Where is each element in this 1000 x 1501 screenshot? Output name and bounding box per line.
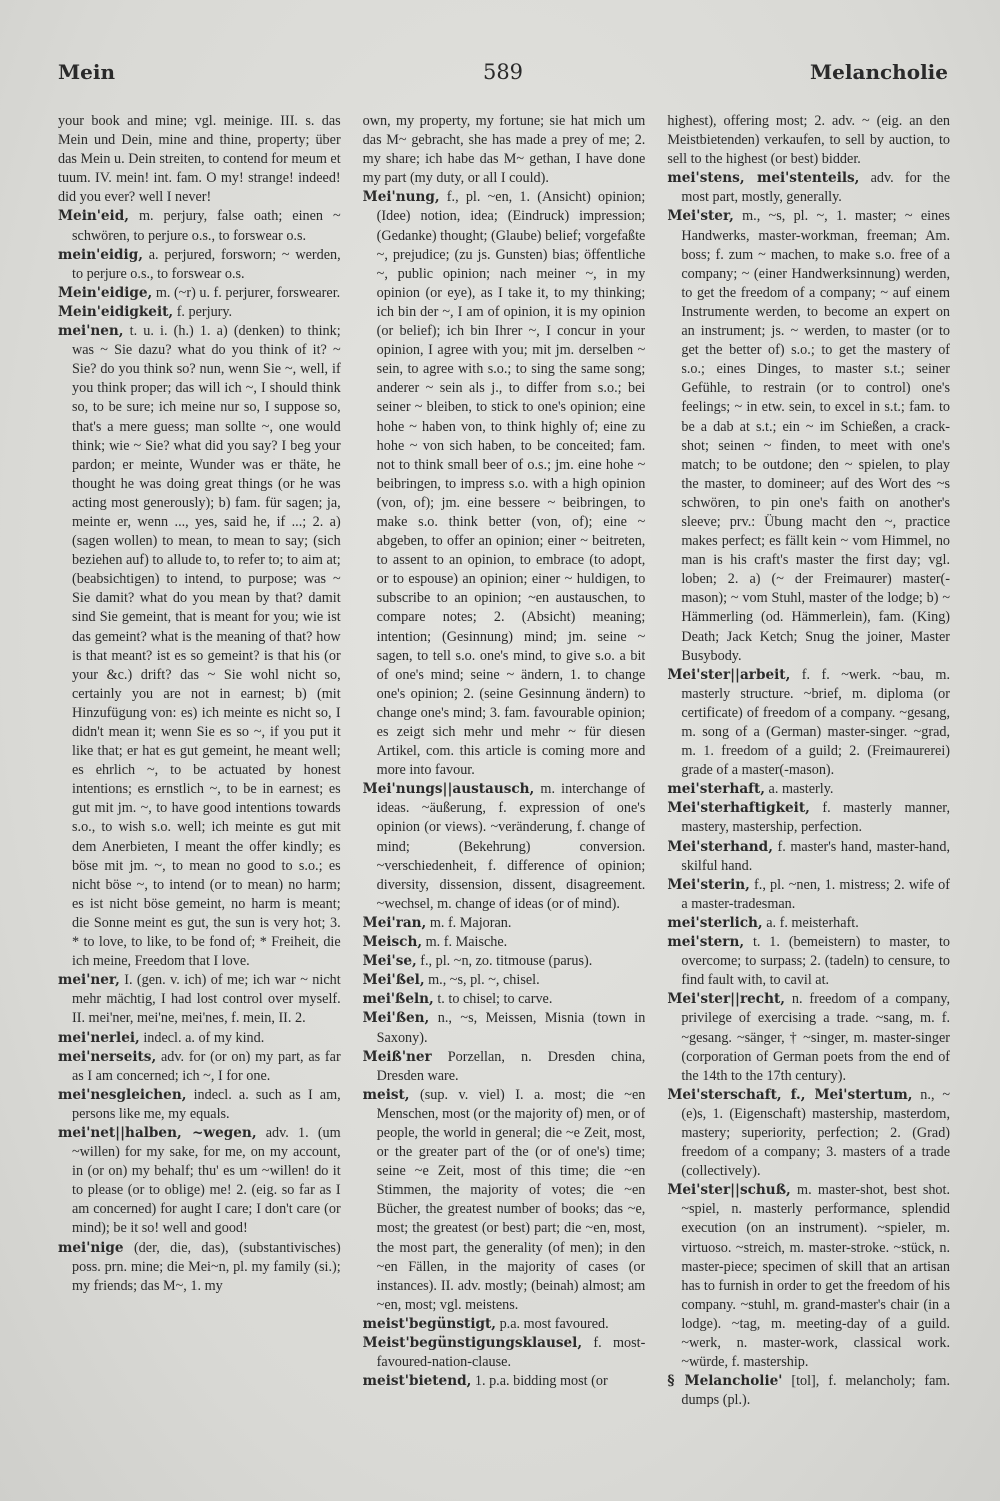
dictionary-entry	[667, 799, 950, 837]
dictionary-entry	[667, 838, 950, 876]
entry-headword: mei'stens, mei'stenteils,	[667, 170, 860, 187]
dictionary-entry	[667, 933, 950, 990]
column-middle	[363, 112, 646, 1442]
entry-headword: Mei'nung,	[362, 189, 440, 206]
entry-definition: f. perjury.	[173, 303, 233, 320]
entry-definition: m. perjury, false oath; einen ~ schwören, to perjure o.s., to forswear o.s.	[72, 208, 341, 244]
dictionary-entry	[667, 914, 950, 933]
entry-headword: Mei'ster||schuß,	[667, 1182, 791, 1199]
dictionary-entry	[667, 666, 950, 781]
column-right	[667, 112, 950, 1442]
dictionary-entry	[363, 933, 646, 952]
entry-definition: f., pl. ~en, 1. (Ansicht) opinion; (Idee) notion, idea; (Eindruck) impression; (Gedanke) thought; (Glaube) belief; vorgefaßte ~, prejudice; (zu js. Gunsten) bias; öffentliche ~, public opinion; nach meiner ~, in my opinion (or eye), as I take it, to my thinking; ich bin der ~, I am of opinion, it is my opinion (or belief); ich bin Ihrer ~, I concur in your opinion, I agree with you; mit jm. derselben ~ sein, to agree with s.o.; to sing the same song; anderer ~ sein als j., to differ from s.o.; bei seiner ~ bleiben, to stick to one's opinion; eine hohe ~ haben von, to think highly of; eine zu hohe ~ von sich haben, to be conceited; fam. not to think small beer of o.s.; jm. eine hohe ~ beibringen, to impress s.o. with a high opinion (von, of); jm. eine bessere ~ beibringen, to make s.o. think better (von, of); eine ~ abgeben, to offer an opinion; einer ~ beitreten, to assent to an opinion, to embrace (to adopt, or to espouse) an opinion; einer ~ huldigen, to subscribe to an opinion; ~en austauschen, to compare notes; 2. (Absicht) meaning; intention; (Gesinnung) mind; jm. seine ~ sagen, to tell s.o. one's mind, to give s.o. a bit of one's mind; seine ~ ändern, 1. to change one's opinion; 2. (seine Gesinnung ändern) to change one's mind; 3. fam. favourable opinion; es zeigt sich mehr und mehr ~ für diesen Artikel, com. this article is coming more and more into favour.	[376, 189, 646, 779]
entry-headword: meist'bietend,	[362, 1373, 472, 1390]
entry-headword: mei'net||halben, ~wegen,	[58, 1124, 257, 1141]
entry-headword: mei'nerseits,	[58, 1048, 157, 1065]
entry-headword: Mein'eidige,	[58, 284, 153, 301]
entry-headword: meist'begünstigt,	[362, 1315, 497, 1332]
running-head	[58, 60, 948, 100]
entry-definition: f. masterly manner, mastery, mastership, perfection.	[681, 800, 951, 836]
dictionary-entry	[363, 1048, 646, 1086]
entry-definition: m. f. Majoran.	[426, 914, 512, 931]
entry-headword: Mei'ster,	[667, 208, 734, 225]
entry-definition: a. perjured, forsworn; ~ werden, to perjure o.s., to forswear o.s.	[72, 246, 341, 282]
column-left	[58, 112, 341, 1442]
dictionary-entry	[363, 112, 646, 188]
entry-definition: Porzellan, n. Dresden china, Dresden ware.	[376, 1048, 646, 1084]
dictionary-entry	[58, 284, 341, 303]
entry-headword: mei'ßeln,	[362, 991, 434, 1008]
entry-headword: mei'stern,	[667, 934, 745, 951]
page-number: 589	[482, 60, 524, 84]
entry-definition: m., ~s, pl. ~, chisel.	[424, 972, 540, 989]
entry-headword: Meisch,	[362, 934, 423, 951]
dictionary-entry	[58, 1086, 341, 1124]
entry-headword: Mei'sterin,	[667, 876, 750, 893]
entry-definition: m. master-shot, best shot. ~spiel, n. masterly performance, splendid execution (on an instrument). ~spieler, m. virtuoso. ~streich, m. master-stroke. ~stück, n. master-piece; specimen of skill that an artisan has to furnish in order to get the freedom of his company. ~stuhl, m. grand-master's chair (in a lodge). ~tag, m. meeting-day of a guild. ~werk, n. master-work, classical work. ~würde, f. mastership.	[681, 1182, 951, 1371]
entry-definition: t. u. i. (h.) 1. a) (denken) to think; was ~ Sie dazu? what do you think of it? ~ Sie? do you think so? nun, wenn Sie ~, well, if you think proper; das will ich ~, I should think so, to be sure; ich meine nur so, I suppose so, that's a mere guess; man sollte ~, one would think; wie ~ Sie? what did you say? I beg your pardon; er meinte, Wunder was er thäte, he thought he was doing great things (or he was acting most generously); b) fam. für sagen; ja, meinte er, wenn ..., yes, said he, if ...; 2. a) (sagen wollen) to mean, to mean to say; (sich beziehen auf) to allude to, to refer to; to aim at; (beabsichtigen) to intend, to purpose; was ~ Sie damit? what do you mean by that? damit sind Sie gemeint, that is meant for you; wie ist das gemeint? what is the meaning of that? how is that meant? ist es so gemeint? is that his (or your &c.) drift? das ~ Sie wohl nicht so, certainly you are not in earnest; b) (mit Hinzufügung von: es) ich meinte es nicht so, I didn't mean it; wenn Sie es so ~, if you put it like that; er hat es gut gemeint, he meant well; es ehrlich ~, to be actuated by honest intentions; es ernstlich ~, to be in earnest; es gut mit jm. ~, to have good intentions towards s.o., to wish s.o. well; ich meinte es gut mit dem Anerbieten, I meant the offer kindly; es böse mit jm. ~, to mean no good to s.o.; es nicht böse ~, to intend (or to mean) no harm; es ist nicht böse gemeint, no harm is meant; die Sonne meint es gut, the sun is very hot; 3. * to love, to like, to be fond of; * Freiheit, die ich meine, Freedom that I love.	[72, 323, 341, 970]
dictionary-entry	[667, 780, 950, 799]
dictionary-entry	[363, 990, 646, 1009]
entry-headword: mei'nerlei,	[58, 1029, 140, 1046]
dictionary-entry	[363, 1315, 646, 1334]
entry-definition: highest), offering most; 2. adv. ~ (eig. an den Meistbietenden) verkaufen, to sell by auction, to sell to the highest (or best) bidder.	[667, 113, 951, 168]
entry-definition: p.a. most favoured.	[496, 1315, 609, 1332]
entry-headword: Mei'ßel,	[362, 972, 425, 989]
dictionary-entry	[58, 112, 341, 207]
entry-definition: a. masterly.	[765, 781, 834, 798]
entry-definition: n., ~s, Meissen, Misnia (town in Saxony).	[376, 1010, 646, 1046]
dictionary-entry	[667, 990, 950, 1085]
entry-headword: mei'nige	[58, 1239, 124, 1256]
dictionary-entry	[363, 780, 646, 914]
entry-definition: adv. for the most part, mostly, generally.	[681, 170, 951, 206]
entry-definition: (der, die, das), (substantivisches) poss. prn. mine; die Mei~n, pl. my family (si.); my friends; das M~, 1. my	[72, 1239, 341, 1294]
entry-headword: Mei'ster||recht,	[667, 991, 785, 1008]
entry-headword: Mei'sterhand,	[667, 838, 773, 855]
entry-definition: m. interchange of ideas. ~äußerung, f. expression of one's opinion (or views). ~veränderung, f. change of mind; (Bekehrung) conversion. ~verschiedenheit, f. difference of opinion; diversity, dissension, dissent, disagreement. ~wechsel, m. change of ideas (or of mind).	[376, 781, 646, 912]
entry-definition: t. to chisel; to carve.	[433, 991, 553, 1008]
entry-headword: Mein'eidigkeit,	[58, 303, 174, 320]
dictionary-entry	[667, 207, 950, 665]
entry-headword: mei'sterlich,	[667, 914, 763, 931]
entry-headword: Mei'nungs||austausch,	[362, 781, 535, 798]
entry-headword: mei'ner,	[58, 972, 120, 989]
dictionary-entry	[58, 207, 341, 245]
entry-headword: mei'nen,	[58, 323, 124, 340]
dictionary-entry	[58, 1239, 341, 1296]
entry-definition: your book and mine; vgl. meinige. III. s. das Mein und Dein, mine and thine, property; über das Mein u. Dein streiten, to contend for meum et tuum. IV. mein! int. fam. O my! strange! indeed! did you ever? well I never!	[58, 113, 341, 206]
entry-headword: mei'nesgleichen,	[58, 1086, 187, 1103]
dictionary-entry	[58, 1124, 341, 1239]
entry-headword: Mei'sterschaft, f., Mei'stertum,	[667, 1086, 913, 1103]
entry-definition: f., pl. ~nen, 1. mistress; 2. wife of a master-tradesman.	[681, 876, 951, 912]
text-columns	[58, 112, 950, 1442]
entry-definition: [tol], f. melancholy; fam. dumps (pl.).	[681, 1373, 951, 1409]
entry-definition: (sup. v. viel) I. a. most; die ~en Menschen, most (or the majority of) men, or of people, the world in general; die ~e Zeit, most, or the greater part of the (or of one's) time; seine ~e Zeit, most of this time; die ~en Stimmen, the majority of votes; die ~en Bücher, the greatest number of books; das ~e, most; the greatest (or best) part; die ~en, most, the most part, the generality (of men); in den ~en Fällen, in the majority of cases (or instances). II. adv. mostly; (beinah) almost; am ~en, most; vgl. meistens.	[376, 1086, 646, 1313]
dictionary-entry	[667, 112, 950, 169]
entry-definition: f., pl. ~n, zo. titmouse (parus).	[416, 953, 593, 970]
entry-definition: a. f. meisterhaft.	[762, 914, 859, 931]
entry-headword: mein'eidig,	[58, 246, 143, 263]
entry-headword: Mei'ßen,	[362, 1010, 430, 1027]
entry-headword: meist,	[362, 1086, 410, 1103]
entry-headword: Mei'ster||arbeit,	[667, 666, 791, 683]
dictionary-entry	[363, 1334, 646, 1372]
dictionary-entry	[58, 971, 341, 1028]
entry-definition: m. f. Maische.	[422, 934, 508, 951]
entry-headword: § Melancholie'	[667, 1373, 783, 1390]
dictionary-entry	[58, 303, 341, 322]
dictionary-entry	[363, 188, 646, 780]
entry-headword: Meist'begünstigungsklausel,	[362, 1335, 583, 1351]
entry-definition: f. f. ~werk. ~bau, m. masterly structure. ~brief, m. diploma (or certificate) of freedom of a company. ~gesang, m. song of a (German) master-singer. ~grad, m. 1. freedom of a guild; 2. (Freimaurerei) grade of a master(-mason).	[681, 666, 951, 779]
entry-definition: t. 1. (bemeistern) to master, to overcome; to surpass; 2. (tadeln) to censure, to find fault with, to cavil at.	[681, 934, 951, 989]
entry-definition: adv. for (or on) my part, as far as I am concerned; ich ~, I for one.	[72, 1048, 341, 1084]
entry-definition: own, my property, my fortune; sie hat mich um das M~ gebracht, she has made a prey of me; 2. my share; ich habe das M~ gethan, I have done my part (my duty, or all I could).	[362, 113, 646, 187]
entry-headword: mei'sterhaft,	[667, 781, 765, 798]
dictionary-entry	[667, 1086, 950, 1181]
entry-headword: Meiß'ner	[362, 1048, 432, 1065]
dictionary-entry	[667, 169, 950, 207]
dictionary-entry	[363, 1372, 646, 1391]
entry-definition: m., ~s, pl. ~, 1. master; ~ eines Handwerks, master-workman, freeman; Am. boss; f. zum ~ machen, to make s.o. free of a company; ~ (einer Handwerksinnung) werden, to get the freedom of a company; ~ auf einem Instrumente werden, to become an expert on an instrument; js. ~ werden, to master (or to get the better of) s.o.; to get the mastery of s.o.; eines Dinges, to master s.t.; seiner Gefühle, to restrain (or to control) one's feelings; ~ in etw. sein, to excel in s.t.; fam. to be a dab at s.t.; ein ~ im Schießen, a crack-shot; seinen ~ finden, to meet with one's match; to be outdone; den ~ spielen, to play the master, to domineer; auf des Wort des ~s schwören, to pin one's faith on another's sleeve; prv.: Übung macht den ~, practice makes perfect; es fällt kein ~ vom Himmel, no man is his craft's master the first day; vgl. loben; 2. a) (~ der Freimaurer) master(-mason); ~ vom Stuhl, master of the lodge; b) ~ Hämmerling (od. Hämmerlein), fam. (King) Death; Jack Ketch; Snug the joiner, Master Busybody.	[681, 208, 951, 664]
dictionary-entry	[667, 1372, 950, 1410]
entry-definition: m. (~r) u. f. perjurer, forswearer.	[152, 284, 341, 301]
dictionary-entry	[58, 1029, 341, 1048]
entry-headword: Mei'ran,	[362, 914, 427, 931]
entry-definition: adv. 1. (um ~willen) for my sake, for me, on my account, in (or on) my behalf; thu' es um ~willen! do it to please (or to oblige) me! 2. (eig. so far as I am concerned) for aught I care; I don't care (or mind); be it so! well and good!	[72, 1124, 341, 1237]
dictionary-entry	[58, 322, 341, 971]
dictionary-entry	[667, 876, 950, 914]
entry-headword: Mei'sterhaftigkeit,	[667, 800, 810, 817]
dictionary-entry	[667, 1181, 950, 1372]
entry-definition: f. most-favoured-nation-clause.	[376, 1335, 646, 1371]
entry-definition: indecl. a. such as I am, persons like me, my equals.	[72, 1086, 341, 1122]
header-left-catchword: Mein	[58, 60, 116, 84]
entry-definition: indecl. a. of my kind.	[139, 1029, 265, 1046]
entry-definition: I. (gen. v. ich) of me; ich war ~ nicht mehr mächtig, I had lost control over myself. II. mei'ner, mei'ne, mei'nes, f. mein, II. 2.	[72, 972, 341, 1027]
dictionary-entry	[58, 1048, 341, 1086]
entry-definition: n. freedom of a company, privilege of exercising a trade. ~sang, m. f. ~gesang. ~sänger, † ~singer, m. master-singer (corporation of German poets from the end of the 14th to the 17th century).	[681, 991, 951, 1084]
entry-headword: Mei'se,	[362, 953, 417, 970]
dictionary-entry	[363, 914, 646, 933]
dictionary-entry	[58, 246, 341, 284]
entry-definition: 1. p.a. bidding most (or	[471, 1373, 608, 1390]
dictionary-entry	[363, 952, 646, 971]
entry-definition: f. master's hand, master-hand, skilful hand.	[681, 838, 951, 874]
header-right-catchword: Melancholie	[810, 60, 948, 84]
dictionary-entry	[363, 971, 646, 990]
entry-definition: n., ~(e)s, 1. (Eigenschaft) mastership, masterdom, mastery; superiority, perfection; 2. (Grad) freedom of a company; 3. masters of a trade (collectively).	[681, 1086, 951, 1180]
entry-headword: Mein'eid,	[58, 208, 129, 225]
dictionary-entry	[363, 1086, 646, 1315]
dictionary-entry	[363, 1009, 646, 1047]
